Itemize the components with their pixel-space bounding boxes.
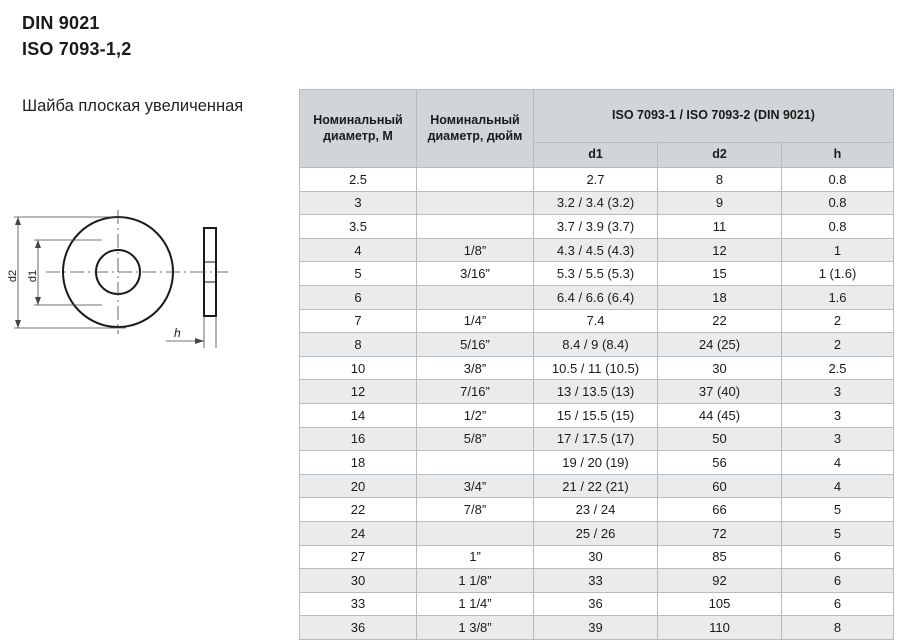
left-info-panel: [22, 10, 292, 119]
cell-d2: 92: [658, 569, 782, 593]
table-row: [300, 451, 894, 475]
cell-d1: 6.4 / 6.6 (6.4): [534, 285, 658, 309]
cell-d2: 66: [658, 498, 782, 522]
cell-d1: 39: [534, 616, 658, 640]
cell-h: 8: [782, 616, 894, 640]
table-row: [300, 569, 894, 593]
cell-nominal-m: 22: [300, 498, 417, 522]
table-row: [300, 427, 894, 451]
table-row: [300, 215, 894, 239]
cell-h: 2.5: [782, 356, 894, 380]
header-nominal-m: Номинальный диаметр, M: [300, 90, 417, 168]
cell-d2: 110: [658, 616, 782, 640]
washer-technical-drawing: [6, 210, 286, 370]
cell-d2: 30: [658, 356, 782, 380]
washer-drawing-svg: [6, 210, 286, 370]
cell-nominal-m: 24: [300, 521, 417, 545]
cell-d2: 56: [658, 451, 782, 475]
cell-d1: 33: [534, 569, 658, 593]
cell-d1: 36: [534, 592, 658, 616]
header-nominal-inch: Номинальный диаметр, дюйм: [417, 90, 534, 168]
header-d1: d1: [534, 143, 658, 168]
cell-nominal-inch: 1”: [417, 545, 534, 569]
label-d2: d2: [7, 269, 19, 283]
standard-iso: ISO 7093-1,2: [22, 39, 132, 60]
cell-h: 3: [782, 403, 894, 427]
cell-d1: 4.3 / 4.5 (4.3): [534, 238, 658, 262]
cell-d1: 23 / 24: [534, 498, 658, 522]
header-h: h: [782, 143, 894, 168]
product-name: Шайба плоская увеличенная: [22, 97, 244, 116]
cell-h: 3: [782, 380, 894, 404]
table-row: [300, 309, 894, 333]
cell-nominal-inch: 7/8”: [417, 498, 534, 522]
cell-nominal-inch: [417, 521, 534, 545]
cell-h: 1 (1.6): [782, 262, 894, 286]
cell-nominal-m: 30: [300, 569, 417, 593]
cell-d2: 37 (40): [658, 380, 782, 404]
washer-dimensions-table: [299, 89, 894, 640]
cell-nominal-inch: 1 1/8”: [417, 569, 534, 593]
cell-nominal-inch: 1/4”: [417, 309, 534, 333]
cell-d1: 3.2 / 3.4 (3.2): [534, 191, 658, 215]
cell-nominal-m: 6: [300, 285, 417, 309]
table-row: [300, 403, 894, 427]
cell-nominal-inch: 1 1/4”: [417, 592, 534, 616]
table-row: [300, 168, 894, 192]
cell-h: 1: [782, 238, 894, 262]
cell-d1: 30: [534, 545, 658, 569]
cell-d1: 3.7 / 3.9 (3.7): [534, 215, 658, 239]
cell-d2: 9: [658, 191, 782, 215]
table-row: [300, 191, 894, 215]
label-d1: d1: [27, 269, 39, 283]
cell-nominal-inch: 1/8”: [417, 238, 534, 262]
cell-d2: 15: [658, 262, 782, 286]
label-h: h: [174, 326, 181, 340]
table-body: [300, 168, 894, 640]
cell-h: 5: [782, 498, 894, 522]
cell-nominal-m: 4: [300, 238, 417, 262]
cell-nominal-m: 3: [300, 191, 417, 215]
cell-nominal-m: 2.5: [300, 168, 417, 192]
cell-d1: 10.5 / 11 (10.5): [534, 356, 658, 380]
cell-d2: 72: [658, 521, 782, 545]
cell-h: 4: [782, 474, 894, 498]
arrow-d1-top: [35, 240, 41, 248]
cell-h: 3: [782, 427, 894, 451]
cell-nominal-inch: 5/8”: [417, 427, 534, 451]
table-row: [300, 521, 894, 545]
cell-nominal-inch: 1 3/8”: [417, 616, 534, 640]
standard-din: DIN 9021: [22, 13, 100, 33]
cell-d1: 25 / 26: [534, 521, 658, 545]
cell-d2: 8: [658, 168, 782, 192]
cell-nominal-m: 5: [300, 262, 417, 286]
table-head: [300, 90, 894, 168]
cell-h: 6: [782, 569, 894, 593]
cell-nominal-inch: 3/8”: [417, 356, 534, 380]
cell-d1: 2.7: [534, 168, 658, 192]
cell-nominal-inch: [417, 215, 534, 239]
cell-nominal-inch: 3/4”: [417, 474, 534, 498]
table-row: [300, 238, 894, 262]
cell-h: 6: [782, 545, 894, 569]
arrow-h: [195, 338, 204, 344]
header-standard-group: ISO 7093-1 / ISO 7093-2 (DIN 9021): [534, 90, 894, 143]
table-row: [300, 356, 894, 380]
cell-d2: 85: [658, 545, 782, 569]
cell-d2: 12: [658, 238, 782, 262]
cell-d2: 22: [658, 309, 782, 333]
cell-d2: 24 (25): [658, 333, 782, 357]
cell-nominal-inch: [417, 451, 534, 475]
cell-h: 1.6: [782, 285, 894, 309]
cell-d1: 17 / 17.5 (17): [534, 427, 658, 451]
arrow-d2-top: [15, 217, 21, 225]
arrow-d2-bottom: [15, 320, 21, 328]
table-row: [300, 380, 894, 404]
cell-nominal-m: 33: [300, 592, 417, 616]
cell-nominal-inch: [417, 168, 534, 192]
cell-nominal-m: 16: [300, 427, 417, 451]
table-row: [300, 474, 894, 498]
cell-nominal-m: 14: [300, 403, 417, 427]
table-row: [300, 616, 894, 640]
cell-h: 5: [782, 521, 894, 545]
cell-d1: 5.3 / 5.5 (5.3): [534, 262, 658, 286]
cell-d1: 8.4 / 9 (8.4): [534, 333, 658, 357]
cell-d1: 19 / 20 (19): [534, 451, 658, 475]
cell-d1: 13 / 13.5 (13): [534, 380, 658, 404]
table-row: [300, 545, 894, 569]
cell-d1: 21 / 22 (21): [534, 474, 658, 498]
cell-nominal-m: 12: [300, 380, 417, 404]
cell-h: 2: [782, 333, 894, 357]
cell-h: 4: [782, 451, 894, 475]
cell-nominal-m: 8: [300, 333, 417, 357]
cell-nominal-m: 18: [300, 451, 417, 475]
cell-h: 6: [782, 592, 894, 616]
cell-nominal-m: 3.5: [300, 215, 417, 239]
standard-titles: [22, 10, 292, 62]
cell-nominal-m: 20: [300, 474, 417, 498]
table-row: [300, 498, 894, 522]
cell-d2: 50: [658, 427, 782, 451]
table-row: [300, 262, 894, 286]
cell-nominal-inch: 7/16”: [417, 380, 534, 404]
cell-d1: 7.4: [534, 309, 658, 333]
cell-d1: 15 / 15.5 (15): [534, 403, 658, 427]
cell-h: 0.8: [782, 215, 894, 239]
cell-d2: 18: [658, 285, 782, 309]
cell-nominal-inch: [417, 191, 534, 215]
cell-d2: 44 (45): [658, 403, 782, 427]
table-row: [300, 285, 894, 309]
arrow-d1-bottom: [35, 297, 41, 305]
cell-nominal-inch: [417, 285, 534, 309]
cell-nominal-m: 10: [300, 356, 417, 380]
cell-h: 2: [782, 309, 894, 333]
table-row: [300, 592, 894, 616]
cell-h: 0.8: [782, 191, 894, 215]
cell-nominal-m: 27: [300, 545, 417, 569]
cell-d2: 60: [658, 474, 782, 498]
cell-d2: 11: [658, 215, 782, 239]
cell-nominal-inch: 3/16”: [417, 262, 534, 286]
cell-d2: 105: [658, 592, 782, 616]
table-row: [300, 333, 894, 357]
cell-nominal-m: 7: [300, 309, 417, 333]
cell-nominal-inch: 1/2”: [417, 403, 534, 427]
cell-nominal-inch: 5/16”: [417, 333, 534, 357]
cell-h: 0.8: [782, 168, 894, 192]
cell-nominal-m: 36: [300, 616, 417, 640]
header-d2: d2: [658, 143, 782, 168]
